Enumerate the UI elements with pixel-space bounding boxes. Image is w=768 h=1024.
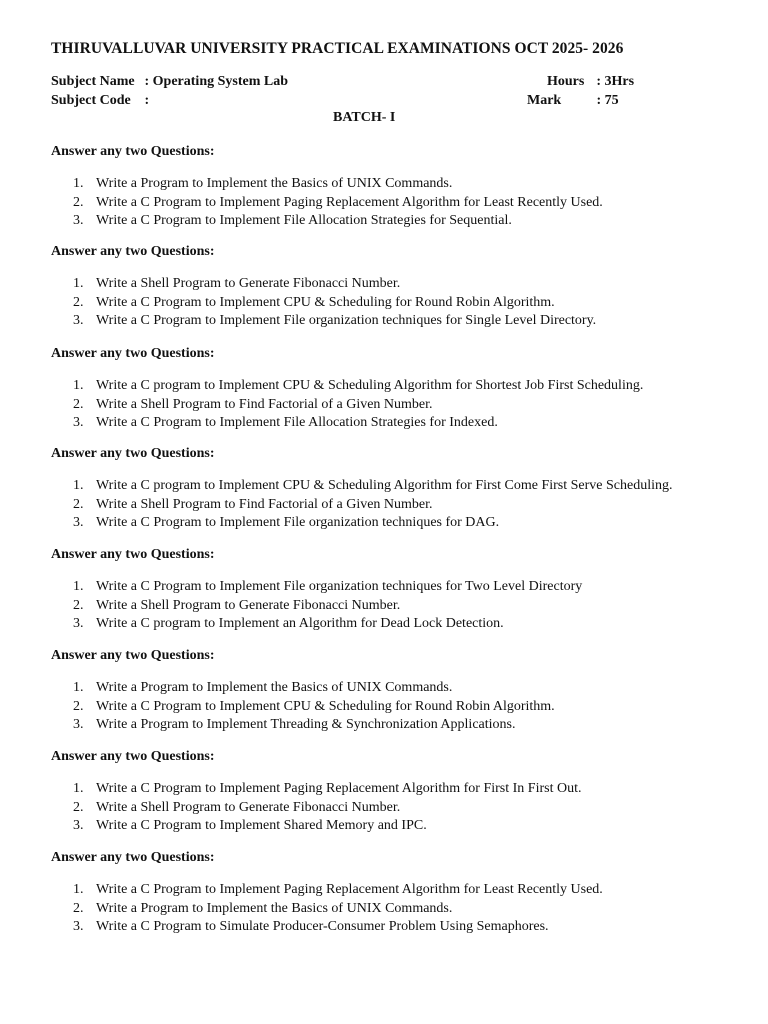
question-number: 2. (73, 597, 84, 613)
subject-name-label: Subject Name (51, 74, 135, 89)
mark-row (527, 93, 619, 109)
question-item (51, 194, 731, 213)
question-text: Write a Shell Program to Find Factorial of a Given Number. (96, 496, 433, 512)
hours-value: : 3Hrs (596, 74, 635, 89)
question-item (51, 716, 731, 735)
question-number: 2. (73, 698, 84, 714)
question-number: 2. (73, 396, 84, 412)
question-section (51, 748, 731, 836)
question-list (51, 377, 731, 433)
question-item (51, 275, 731, 294)
question-list (51, 679, 731, 735)
question-text: Write a C Program to Implement Shared Memory and IPC. (96, 818, 427, 834)
subject-name-value: : Operating System Lab (144, 74, 288, 89)
question-list (51, 275, 731, 331)
subject-code-label: Subject Code (51, 93, 131, 108)
section-heading: Answer any two Questions: (51, 244, 215, 259)
section-heading: Answer any two Questions: (51, 648, 215, 663)
question-text: Write a Shell Program to Generate Fibonacci Number. (96, 597, 401, 613)
question-number: 2. (73, 799, 84, 815)
subject-code-value: : (144, 93, 150, 108)
question-number: 2. (73, 496, 84, 512)
section-heading: Answer any two Questions: (51, 346, 215, 361)
question-section (51, 546, 731, 634)
question-item (51, 615, 731, 634)
question-text: Write a C Program to Implement File organization techniques for DAG. (96, 515, 500, 531)
question-section (51, 243, 731, 331)
question-number: 1. (73, 882, 84, 897)
section-heading: Answer any two Questions: (51, 144, 215, 159)
question-text: Write a C Program to Implement File organization techniques for Single Level Directory. (96, 313, 597, 329)
question-number: 3. (73, 919, 84, 935)
question-item (51, 578, 731, 597)
question-item (51, 679, 731, 698)
question-text: Write a C Program to Implement File Allocation Strategies for Sequential. (96, 213, 512, 229)
question-list (51, 175, 731, 231)
question-item (51, 312, 731, 331)
question-item (51, 294, 731, 313)
question-item (51, 175, 731, 194)
question-text: Write a C Program to Simulate Producer-Consumer Problem Using Semaphores. (96, 919, 549, 935)
question-item (51, 477, 731, 496)
question-item (51, 881, 731, 900)
question-number: 2. (73, 194, 84, 210)
question-text: Write a Program to Implement the Basics of UNIX Commands. (96, 900, 453, 916)
question-text: Write a Shell Program to Generate Fibonacci Number. (96, 276, 401, 291)
mark-label: Mark (527, 93, 562, 108)
question-item (51, 900, 731, 919)
question-section (51, 345, 731, 433)
subject-name-row (51, 74, 288, 90)
question-text: Write a C Program to Implement File Allocation Strategies for Indexed. (96, 415, 498, 431)
question-list (51, 780, 731, 836)
subject-code-row (51, 93, 149, 109)
question-number: 1. (73, 378, 84, 393)
question-number: 3. (73, 515, 84, 531)
question-number: 2. (73, 900, 84, 916)
question-number: 2. (73, 294, 84, 310)
question-item (51, 698, 731, 717)
question-number: 1. (73, 680, 84, 695)
question-text: Write a Program to Implement the Basics of UNIX Commands. (96, 680, 453, 695)
question-item (51, 377, 731, 396)
question-number: 3. (73, 616, 84, 632)
hours-label: Hours (547, 74, 585, 89)
question-number: 3. (73, 213, 84, 229)
question-section (51, 849, 731, 937)
question-list (51, 881, 731, 937)
mark-value: : 75 (596, 93, 619, 108)
question-number: 1. (73, 176, 84, 191)
question-text: Write a Program to Implement Threading & Synchronization Applications. (96, 717, 516, 733)
question-list (51, 578, 731, 634)
question-text: Write a C program to Implement an Algorithm for Dead Lock Detection. (96, 616, 504, 632)
question-text: Write a C Program to Implement CPU & Scheduling for Round Robin Algorithm. (96, 294, 555, 310)
question-item (51, 514, 731, 533)
section-heading: Answer any two Questions: (51, 446, 215, 461)
question-section (51, 647, 731, 735)
question-item (51, 496, 731, 515)
question-text: Write a C Program to Implement CPU & Scheduling for Round Robin Algorithm. (96, 698, 555, 714)
question-item (51, 799, 731, 818)
question-item (51, 212, 731, 231)
question-number: 1. (73, 276, 84, 291)
section-heading: Answer any two Questions: (51, 547, 215, 562)
question-item (51, 597, 731, 616)
question-item (51, 414, 731, 433)
question-section (51, 143, 731, 231)
question-item (51, 780, 731, 799)
question-text: Write a C Program to Implement File organization techniques for Two Level Directory (96, 579, 583, 594)
question-text: Write a C Program to Implement Paging Replacement Algorithm for Least Recently Used. (96, 194, 603, 210)
question-item (51, 817, 731, 836)
section-heading: Answer any two Questions: (51, 850, 215, 865)
question-text: Write a Shell Program to Generate Fibonacci Number. (96, 799, 401, 815)
question-text: Write a C Program to Implement Paging Replacement Algorithm for Least Recently Used. (96, 882, 603, 897)
question-number: 1. (73, 579, 84, 594)
question-section (51, 445, 731, 533)
question-number: 3. (73, 313, 84, 329)
exam-title: THIRUVALLUVAR UNIVERSITY PRACTICAL EXAMINATIONS OCT 2025- 2026 (51, 40, 624, 57)
question-number: 3. (73, 717, 84, 733)
question-item (51, 396, 731, 415)
batch-heading: BATCH- I (333, 110, 396, 125)
question-text: Write a C program to Implement CPU & Scheduling Algorithm for Shortest Job First Scheduling. (96, 378, 644, 393)
question-list (51, 477, 731, 533)
question-number: 3. (73, 415, 84, 431)
section-heading: Answer any two Questions: (51, 749, 215, 764)
hours-row (547, 74, 634, 90)
question-text: Write a C program to Implement CPU & Scheduling Algorithm for First Come First Serve Scheduling. (96, 478, 673, 493)
question-text: Write a Program to Implement the Basics of UNIX Commands. (96, 176, 453, 191)
question-text: Write a C Program to Implement Paging Replacement Algorithm for First In First Out. (96, 781, 582, 796)
question-text: Write a Shell Program to Find Factorial of a Given Number. (96, 396, 433, 412)
question-number: 1. (73, 478, 84, 493)
question-item (51, 918, 731, 937)
question-number: 3. (73, 818, 84, 834)
question-number: 1. (73, 781, 84, 796)
